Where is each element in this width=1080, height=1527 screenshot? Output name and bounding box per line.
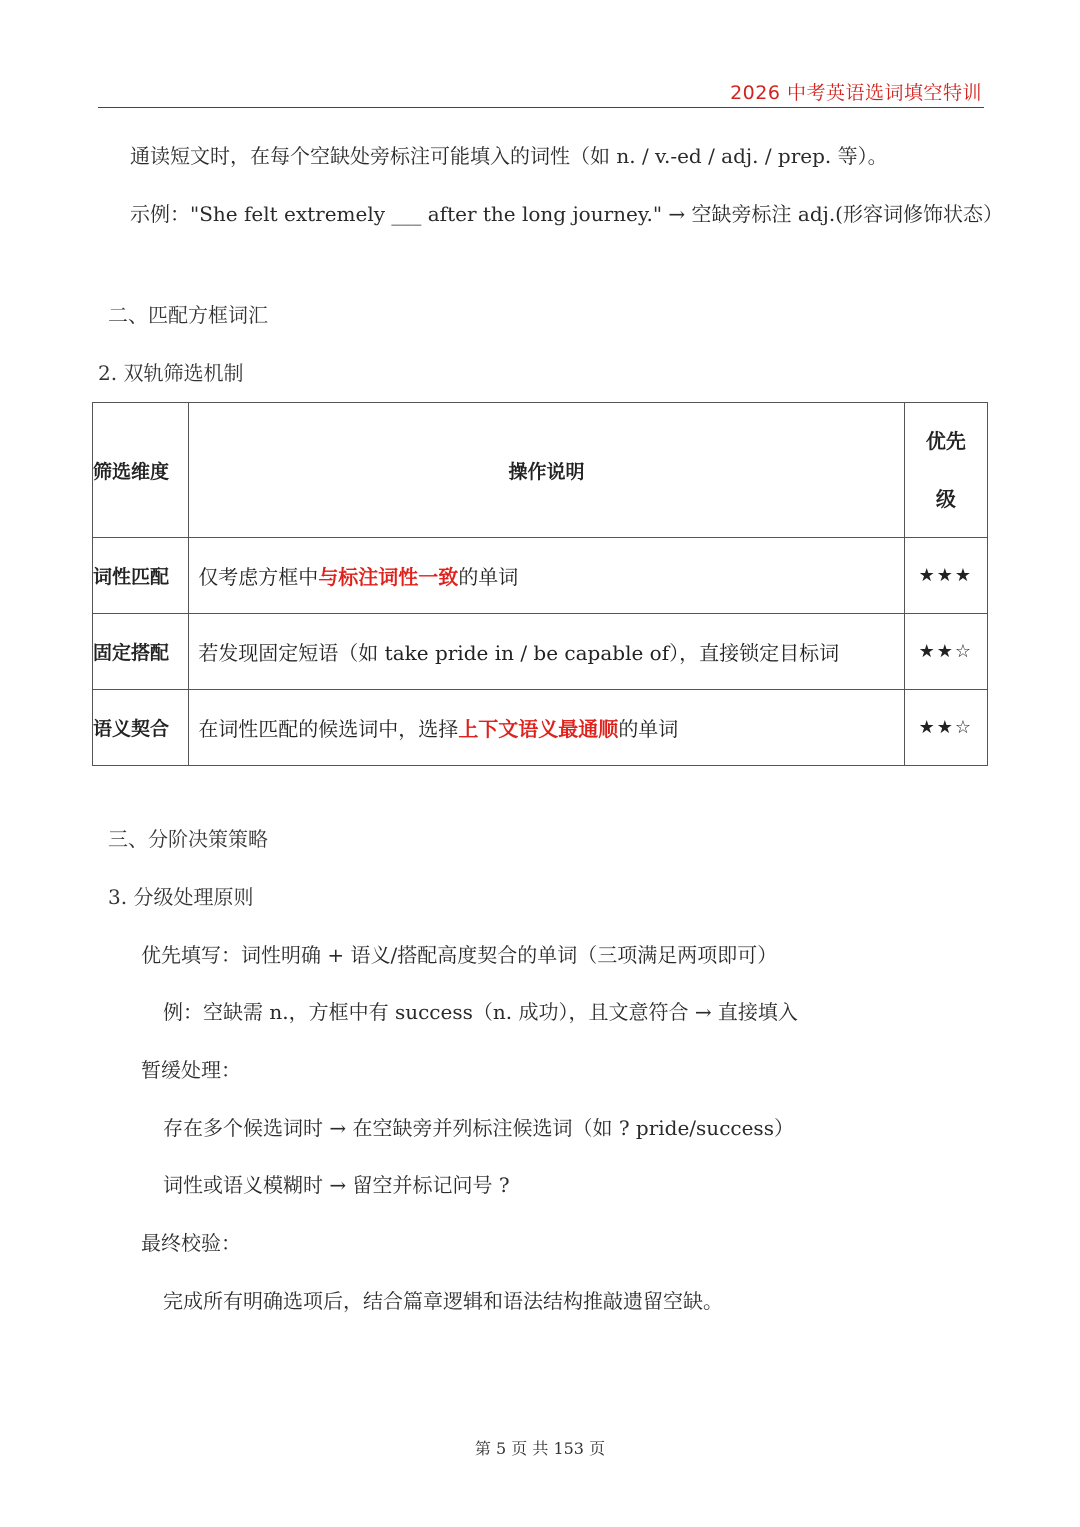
table-row — [93, 614, 988, 690]
desc-text: 在词性匹配的候选词中，选择 — [198, 717, 459, 741]
desc-text: 仅考虑方框中 — [198, 565, 319, 589]
section-3-subheading: 3. 分级处理原则 — [108, 885, 254, 909]
section-2-heading: 二、匹配方框词汇 — [108, 303, 268, 327]
table-row — [93, 538, 988, 614]
row-priority-stars: ★★★ — [904, 538, 987, 614]
row-dimension: 固定搭配 — [93, 614, 189, 690]
table-row — [93, 690, 988, 766]
defer-label: 暂缓处理： — [141, 1058, 241, 1082]
section-2-subheading: 2. 双轨筛选机制 — [98, 361, 244, 385]
header-priority-line1: 优先 — [925, 429, 966, 453]
header-priority — [904, 403, 987, 538]
header-description: 操作说明 — [189, 403, 904, 538]
priority-fill-example: 例：空缺需 n.，方框中有 success（n. 成功），且文意符合 → 直接填入 — [163, 1000, 798, 1024]
priority-fill-text: 优先填写：词性明确 + 语义/搭配高度契合的单词（三项满足两项即可） — [141, 943, 778, 967]
table-header-row — [93, 403, 988, 538]
filter-mechanism-table — [92, 402, 988, 766]
row-description — [189, 690, 904, 766]
document-header-title: 2026 中考英语选词填空特训 — [730, 82, 982, 104]
desc-highlight: 与标注词性一致 — [318, 565, 459, 589]
final-check-label: 最终校验： — [141, 1231, 241, 1255]
intro-line-1: 通读短文时，在每个空缺处旁标注可能填入的词性（如 n. / v.-ed / adj. / prep. 等）。 — [130, 144, 888, 168]
desc-text-after: 的单词 — [618, 717, 679, 741]
defer-item-1: 存在多个候选词时 → 在空缺旁并列标注候选词（如 ? pride/success） — [163, 1116, 794, 1140]
intro-line-2: 示例："She felt extremely ___ after the long journey." → 空缺旁标注 adj.(形容词修饰状态） — [130, 202, 1003, 226]
header-divider — [98, 107, 984, 108]
header-dimension: 筛选维度 — [93, 403, 189, 538]
row-priority-stars: ★★☆ — [904, 690, 987, 766]
page-number-footer: 第 5 页 共 153 页 — [474, 1439, 606, 1458]
section-3-heading: 三、分阶决策策略 — [108, 827, 268, 851]
final-check-text: 完成所有明确选项后，结合篇章逻辑和语法结构推敲遗留空缺。 — [163, 1289, 723, 1313]
defer-item-2: 词性或语义模糊时 → 留空并标记问号 ? — [163, 1173, 510, 1197]
row-dimension: 词性匹配 — [93, 538, 189, 614]
row-description — [189, 614, 904, 690]
row-priority-stars: ★★☆ — [904, 614, 987, 690]
desc-text: 若发现固定短语（如 take pride in / be capable of），直接锁定目标词 — [198, 641, 840, 665]
desc-text-after: 的单词 — [458, 565, 519, 589]
row-description — [189, 538, 904, 614]
header-priority-line2: 级 — [935, 487, 956, 511]
row-dimension: 语义契合 — [93, 690, 189, 766]
desc-highlight: 上下文语义最通顺 — [458, 717, 619, 741]
